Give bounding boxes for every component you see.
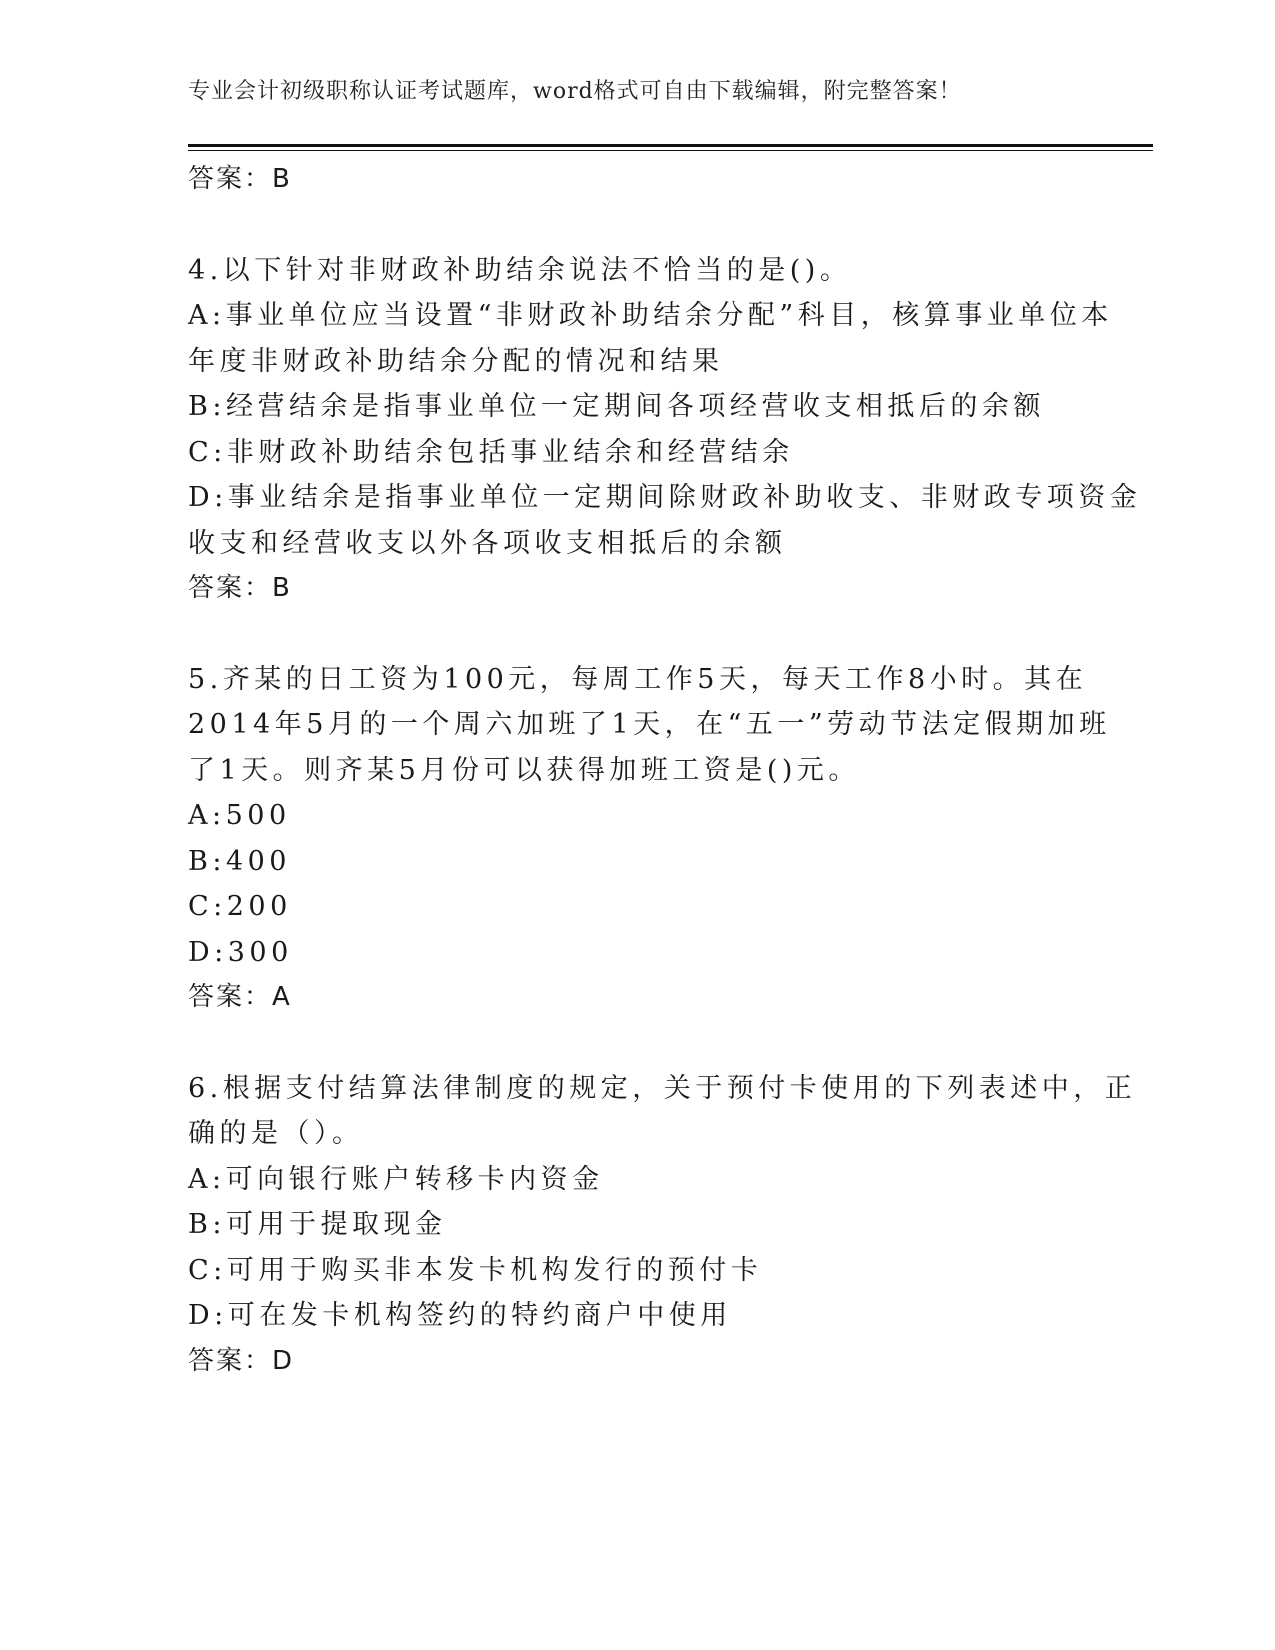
page-header: 专业会计初级职称认证考试题库，word格式可自由下载编辑，附完整答案！ [188,79,962,104]
option-d: D:事业结余是指事业单位一定期间除财政补助收支、非财政专项资金 [188,482,1142,513]
question-stem-cont: 了1天。则齐某5月份可以获得加班工资是()元。 [188,754,860,786]
answer-line: 答案：B [188,164,292,194]
option-c: C:200 [188,891,292,922]
question-stem-cont: 2014年5月的一个周六加班了1天，在“五一”劳动节法定假期加班 [188,709,1111,740]
header-rule-thick [188,144,1153,147]
option-c: C:可用于购买非本发卡机构发行的预付卡 [188,1254,763,1286]
question-stem: 6.根据支付结算法律制度的规定，关于预付卡使用的下列表述中，正 [188,1072,1137,1104]
question-list [188,157,1142,1384]
option-a: A:可向银行账户转移卡内资金 [188,1163,604,1195]
question-6 [188,1066,1137,1385]
option-a: A:500 [188,800,291,831]
option-a-cont: 年度非财政补助结余分配的情况和结果 [188,345,724,377]
option-d: D:可在发卡机构签约的特约商户中使用 [188,1300,732,1331]
question-stem-cont: 确的是（）。 [188,1118,364,1149]
option-b: B:400 [188,845,291,877]
option-b: B:经营结余是指事业单位一定期间各项经营收支相抵后的余额 [188,391,1045,422]
option-b: B:可用于提取现金 [188,1209,447,1240]
option-c: C:非财政补助结余包括事业结余和经营结余 [188,436,794,468]
option-a: A:事业单位应当设置“非财政补助结余分配”科目，核算事业单位本 [188,300,1113,331]
question-5 [188,657,1111,1021]
answer-line: 答案：B [188,573,292,603]
header-rule-thin [188,150,1153,151]
option-d: D:300 [188,936,293,968]
question-stem: 4.以下针对非财政补助结余说法不恰当的是()。 [188,254,852,286]
answer-line: 答案：D [188,1345,295,1376]
question-4 [188,248,1142,612]
option-d-cont: 收支和经营收支以外各项收支相抵后的余额 [188,527,787,559]
question-stem: 5.齐某的日工资为100元，每周工作5天，每天工作8小时。其在 [188,663,1088,695]
answer-line: 答案：A [188,982,292,1012]
